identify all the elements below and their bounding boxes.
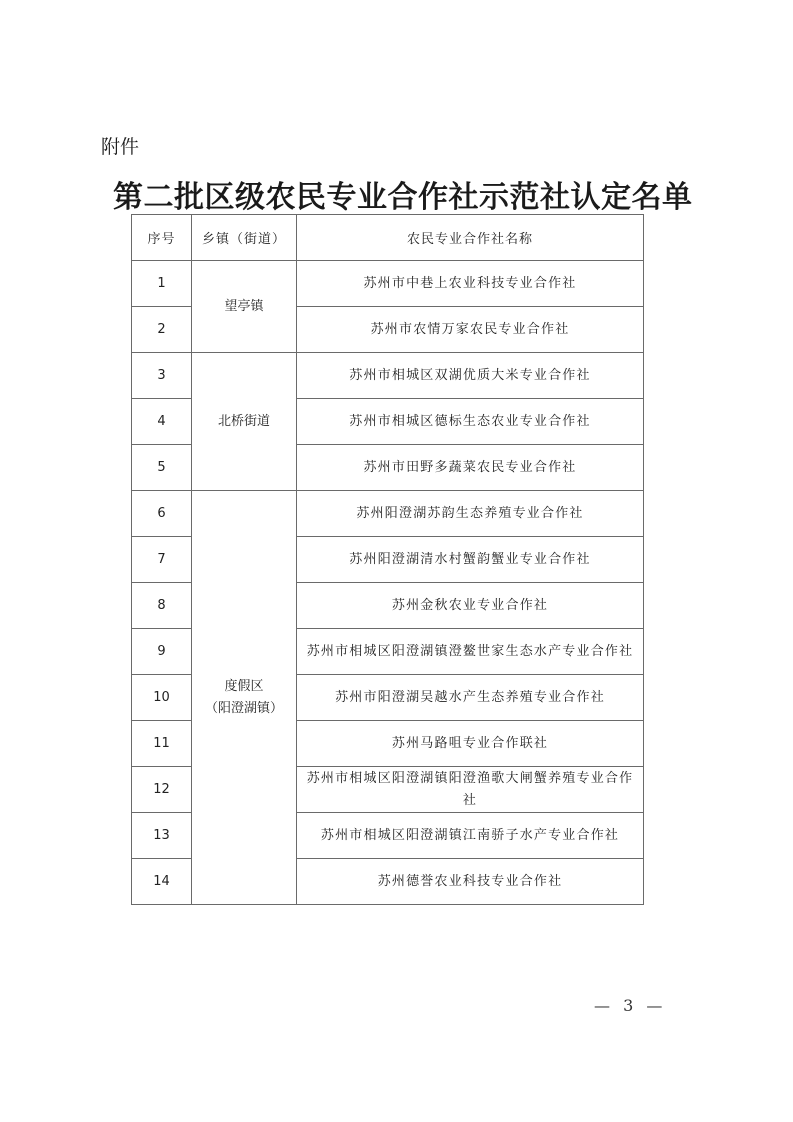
table-row (132, 491, 644, 537)
serial-cell: 5 (132, 445, 192, 491)
cooperative-name-cell: 苏州马路咀专业合作联社 (297, 721, 644, 767)
cooperative-name-cell: 苏州市相城区阳澄湖镇江南骄子水产专业合作社 (297, 813, 644, 859)
cooperative-name-cell: 苏州市农情万家农民专业合作社 (297, 307, 644, 353)
cooperative-name-cell: 苏州市中巷上农业科技专业合作社 (297, 261, 644, 307)
serial-cell: 4 (132, 399, 192, 445)
document-title: 第二批区级农民专业合作社示范社认定名单 (113, 180, 693, 215)
serial-cell: 14 (132, 859, 192, 905)
cooperative-name-cell: 苏州德誉农业科技专业合作社 (297, 859, 644, 905)
attachment-label: 附件 (101, 136, 140, 158)
table-row (132, 261, 644, 307)
cooperative-name-cell: 苏州市相城区阳澄湖镇阳澄渔歌大闸蟹养殖专业合作社 (297, 767, 644, 813)
table-row (132, 353, 644, 399)
cooperative-name-cell: 苏州阳澄湖苏韵生态养殖专业合作社 (297, 491, 644, 537)
serial-cell: 8 (132, 583, 192, 629)
serial-cell: 2 (132, 307, 192, 353)
cooperative-name-cell: 苏州市相城区阳澄湖镇澄鳌世家生态水产专业合作社 (297, 629, 644, 675)
cooperative-name-cell: 苏州金秋农业专业合作社 (297, 583, 644, 629)
serial-cell: 6 (132, 491, 192, 537)
town-cell-wangting: 望亭镇 (192, 261, 297, 353)
page-number: — 3 — (594, 996, 667, 1015)
serial-cell: 13 (132, 813, 192, 859)
cooperative-name-cell: 苏州阳澄湖清水村蟹韵蟹业专业合作社 (297, 537, 644, 583)
town-cell-beiqiao: 北桥街道 (192, 353, 297, 491)
header-serial: 序号 (132, 215, 192, 261)
serial-cell: 1 (132, 261, 192, 307)
cooperative-name-cell: 苏州市相城区德标生态农业专业合作社 (297, 399, 644, 445)
town-cell-resort (192, 491, 297, 905)
cooperative-table (131, 214, 644, 905)
cooperative-name-cell: 苏州市相城区双湖优质大米专业合作社 (297, 353, 644, 399)
serial-cell: 7 (132, 537, 192, 583)
header-cooperative-name: 农民专业合作社名称 (297, 215, 644, 261)
cooperative-name-cell: 苏州市田野多蔬菜农民专业合作社 (297, 445, 644, 491)
serial-cell: 10 (132, 675, 192, 721)
header-town: 乡镇（街道） (192, 215, 297, 261)
serial-cell: 3 (132, 353, 192, 399)
serial-cell: 12 (132, 767, 192, 813)
town-name: 度假区 (224, 678, 264, 694)
serial-cell: 11 (132, 721, 192, 767)
town-subname: （阳澄湖镇） (204, 700, 283, 716)
serial-cell: 9 (132, 629, 192, 675)
table-header-row (132, 215, 644, 261)
cooperative-name-cell: 苏州市阳澄湖吴越水产生态养殖专业合作社 (297, 675, 644, 721)
